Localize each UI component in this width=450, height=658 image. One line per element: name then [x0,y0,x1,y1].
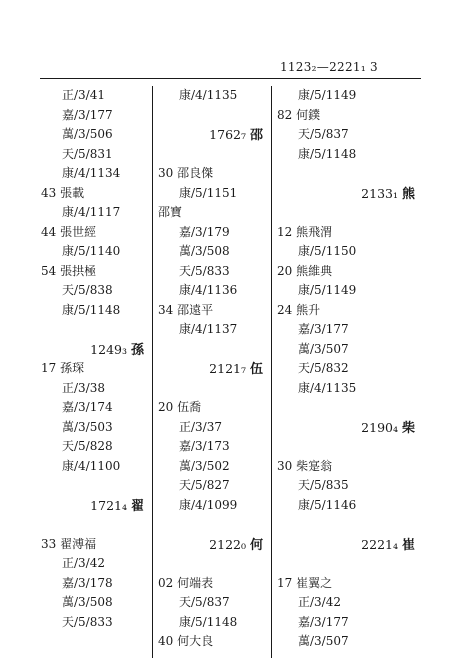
four-corner-code: 2122₀ [209,536,246,552]
spacer [157,515,269,535]
person-entry: 30 柴寔翁 [277,458,333,473]
spacer [276,515,421,535]
record-reference: 萬/3/508 [62,595,113,609]
person-entry: 17 孫琛 [41,361,85,375]
record-reference: 天/5/828 [62,439,113,453]
record-reference: 康/5/1148 [179,614,238,629]
spacer [276,203,421,223]
person-entry: 20 伍喬 [158,400,202,414]
record-reference: 正/3/38 [62,380,105,395]
four-corner-code: 1762₇ [209,127,246,142]
record-reference: 康/5/1140 [62,244,121,258]
record-reference: 正/3/42 [298,595,341,609]
person-entry: 20 熊維典 [277,263,333,278]
spacer [40,320,150,340]
surname-char: 崔 [401,537,415,553]
index-column-2 [157,86,269,652]
spacer [276,398,421,418]
person-entry: 43 張載 [41,185,85,200]
person-entry: 34 邵遠平 [158,302,214,317]
spacer [276,554,421,574]
surname-char: 柴 [401,420,415,436]
spacer [276,437,421,457]
four-corner-code: 2221₄ [361,536,398,552]
surname-char: 孫 [130,342,144,358]
record-reference: 康/5/1149 [298,283,357,297]
record-reference: 嘉/3/177 [62,107,113,122]
record-reference: 萬/3/507 [298,634,349,648]
record-reference: 康/4/1135 [179,88,238,102]
four-corner-code: 2190₄ [361,419,398,435]
index-column-3 [276,86,421,652]
four-corner-code: 2133₁ [361,185,398,201]
record-reference: 天/5/833 [179,263,230,278]
record-reference: 康/4/1137 [179,322,238,336]
record-reference: 康/5/1146 [298,497,357,512]
record-reference: 康/4/1100 [62,458,121,473]
record-reference: 天/5/833 [62,614,113,629]
record-reference: 萬/3/502 [179,458,230,473]
surname-char: 邵 [249,128,263,143]
person-entry: 17 崔翼之 [277,575,333,590]
person-entry: 33 翟溥福 [41,536,97,551]
record-reference: 康/4/1117 [62,205,121,219]
record-reference: 康/4/1099 [179,497,238,512]
spacer [157,340,269,360]
index-column-1 [40,86,150,632]
record-reference: 康/5/1148 [298,146,357,161]
record-reference: 康/5/1148 [62,302,121,317]
four-corner-code: 1249₃ [90,341,127,357]
record-reference: 康/4/1134 [62,166,121,180]
record-reference: 嘉/3/174 [62,400,113,414]
record-reference: 嘉/3/178 [62,575,113,590]
record-reference: 天/5/838 [62,283,113,297]
spacer [157,379,269,399]
record-reference: 嘉/3/177 [298,322,349,336]
spacer [157,145,269,165]
record-reference: 萬/3/508 [179,244,230,258]
record-reference: 天/5/827 [179,478,230,492]
record-reference: 正/3/42 [62,556,105,570]
record-reference: 天/5/832 [298,361,349,375]
spacer [40,476,150,496]
person-entry: 30 邵良傑 [158,166,214,180]
record-reference: 嘉/3/179 [179,224,230,239]
record-reference: 康/5/1151 [179,185,238,200]
person-entry: 邵寶 [158,205,183,219]
column-divider-2 [271,86,272,658]
column-divider-1 [152,86,153,658]
record-reference: 康/4/1136 [179,283,238,297]
record-reference: 康/5/1149 [298,88,357,102]
record-reference: 天/5/837 [179,595,230,609]
record-reference: 康/4/1135 [298,380,357,395]
spacer [276,164,421,184]
person-entry: 82 何鏷 [277,107,321,122]
surname-char: 翟 [130,498,144,514]
record-reference: 正/3/41 [62,88,105,102]
record-reference: 天/5/831 [62,146,113,161]
surname-heading [276,184,421,204]
surname-heading [276,418,421,438]
record-reference: 正/3/37 [179,419,222,434]
person-entry: 02 何端表 [158,575,214,590]
record-reference: 萬/3/503 [62,419,113,434]
person-entry: 44 張世經 [41,224,97,239]
record-reference: 嘉/3/177 [298,614,349,629]
surname-heading [157,359,269,379]
page-header: 1123₂—2221₁ 3 [279,60,378,74]
header-rule [40,78,421,79]
surname-heading [40,340,150,360]
four-corner-code: 1721₄ [90,497,127,513]
person-entry: 24 熊升 [277,302,321,317]
four-corner-code: 2121₇ [209,361,246,376]
record-reference: 天/5/835 [298,478,349,492]
surname-char: 伍 [249,362,263,377]
spacer [157,106,269,126]
record-reference: 萬/3/507 [298,341,349,356]
person-entry: 12 熊飛渭 [277,224,333,239]
surname-heading [40,496,150,516]
record-reference: 萬/3/506 [62,127,113,141]
surname-heading [276,535,421,555]
record-reference: 天/5/837 [298,127,349,141]
person-entry: 40 何大良 [158,634,214,648]
surname-char: 何 [249,537,263,553]
surname-heading [157,125,269,145]
spacer [157,554,269,574]
surname-char: 熊 [401,186,415,202]
person-entry: 54 張拱極 [41,263,97,278]
record-reference: 嘉/3/173 [179,439,230,453]
record-reference: 康/5/1150 [298,244,357,258]
surname-heading [157,535,269,555]
spacer [40,515,150,535]
